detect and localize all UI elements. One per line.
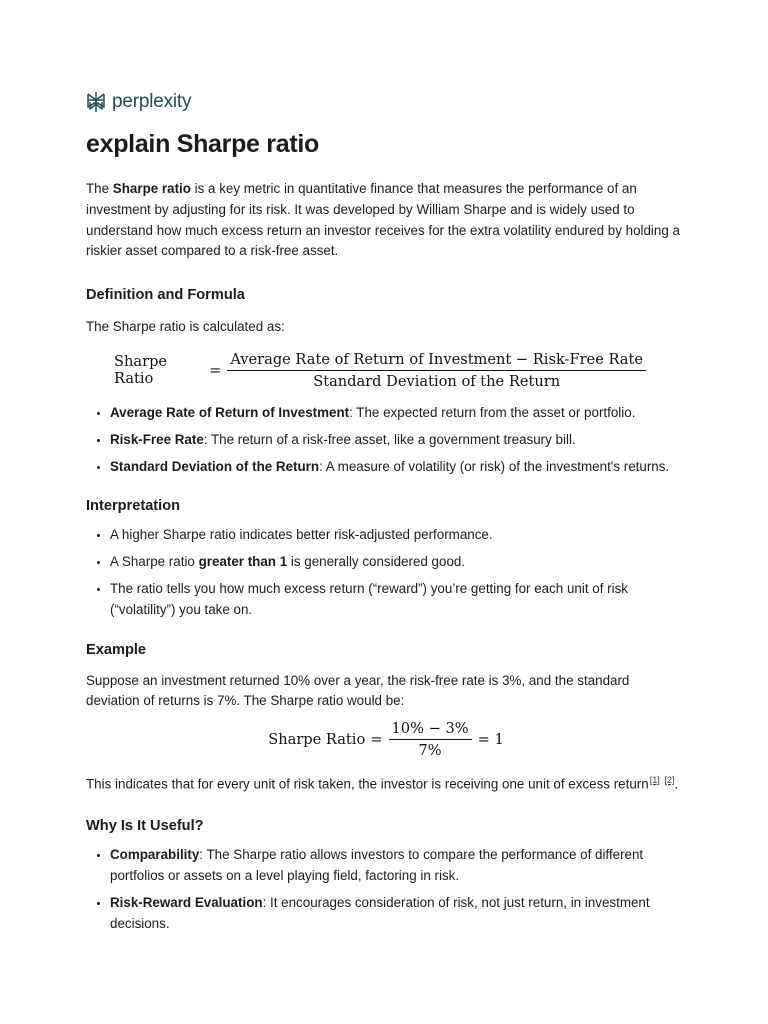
useful-heading: Why Is It Useful? <box>86 818 204 835</box>
example-formula-denominator: 7% <box>418 742 442 760</box>
example-formula-lhs: Sharpe Ratio <box>268 731 366 749</box>
interpretation-list <box>86 525 686 620</box>
formula-numerator: Average Rate of Return of Investment − Risk-Free Rate <box>227 351 646 371</box>
list-item-term: Risk-Reward Evaluation <box>110 895 263 911</box>
list-item <box>110 403 686 424</box>
sharpe-formula <box>114 351 646 390</box>
list-item-text: A Sharpe ratio <box>110 554 199 570</box>
list-item-text: is generally considered good. <box>287 554 466 570</box>
definition-heading: Definition and Formula <box>86 287 245 304</box>
list-item-term: Comparability <box>110 847 200 863</box>
list-item-term: Average Rate of Return of Investment <box>110 404 350 420</box>
example-lead: Suppose an investment returned 10% over a year, the risk-free rate is 3%, and the standard deviation of returns is 7%. The Sharpe ratio would be: <box>86 672 630 709</box>
formula-fraction <box>227 351 646 390</box>
list-item: • The ratio tells you how much excess return (“reward”) you’re getting for each unit of risk (“volatility”) you take on. <box>110 579 686 621</box>
list-item-desc: : The return of a risk-free asset, like a government treasury bill. <box>203 431 576 447</box>
formula-lhs: Sharpe Ratio <box>114 353 168 388</box>
example-conclusion <box>86 770 686 795</box>
list-item-desc: : The Sharpe ratio allows investors to compare the performance of different portfolios or assets on a level playing field, factoring in risk. <box>110 847 644 884</box>
list-item <box>110 457 686 478</box>
list-item-desc: : It encourages consideration of risk, not just return, in investment decisions. <box>110 895 650 931</box>
list-item-bold: greater than 1 <box>198 554 288 570</box>
citation-2-link[interactable]: [2] <box>664 775 675 786</box>
example-formula-numerator: 10% − 3% <box>389 720 472 740</box>
page-title: explain Sharpe ratio <box>86 130 319 158</box>
formula-equals: = <box>209 361 222 379</box>
example-formula <box>86 720 686 759</box>
example-formula-fraction <box>389 720 472 759</box>
perplexity-logo-icon <box>86 91 106 113</box>
list-item <box>110 893 686 935</box>
conclusion-text: This indicates that for every unit of risk taken, the investor is receiving one unit of excess return <box>86 776 649 792</box>
list-item <box>110 552 686 573</box>
intro-text-start: The <box>86 181 113 196</box>
useful-list <box>86 845 686 934</box>
brand-logo[interactable] <box>86 91 191 113</box>
formula-denominator: Standard Deviation of the Return <box>313 372 561 390</box>
interpretation-heading: Interpretation <box>86 498 181 515</box>
brand-name: perplexity <box>112 91 192 112</box>
citation-1-link[interactable]: [1] <box>649 775 660 786</box>
intro-paragraph <box>86 179 686 262</box>
example-formula-result: = 1 <box>477 731 504 749</box>
definition-list <box>86 403 686 477</box>
answer-content <box>86 126 686 941</box>
example-formula-equals: = <box>370 731 383 749</box>
list-item <box>110 430 686 451</box>
example-heading: Example <box>86 641 147 658</box>
list-item-desc: : A measure of volatility (or risk) of the investment's returns. <box>319 458 670 474</box>
intro-bold-term: Sharpe ratio <box>112 181 191 196</box>
list-item-term: Risk-Free Rate <box>110 431 204 447</box>
list-item <box>110 845 686 887</box>
list-item-term: Standard Deviation of the Return <box>110 458 320 474</box>
list-item-desc: : The expected return from the asset or portfolio. <box>349 404 636 420</box>
conclusion-period: . <box>674 776 679 792</box>
intro-text-end: is a key metric in quantitative finance that measures the performance of an investment by adjusting for its risk. It was developed by William Sharpe and is widely used to understand how much excess return an investor receives for the extra volatility endured by holding a riskier asset compared to a risk-free asset. <box>86 181 680 259</box>
definition-lead: The Sharpe ratio is calculated as: <box>86 319 285 335</box>
list-item: • A higher Sharpe ratio indicates better risk-adjusted performance. <box>110 525 686 546</box>
